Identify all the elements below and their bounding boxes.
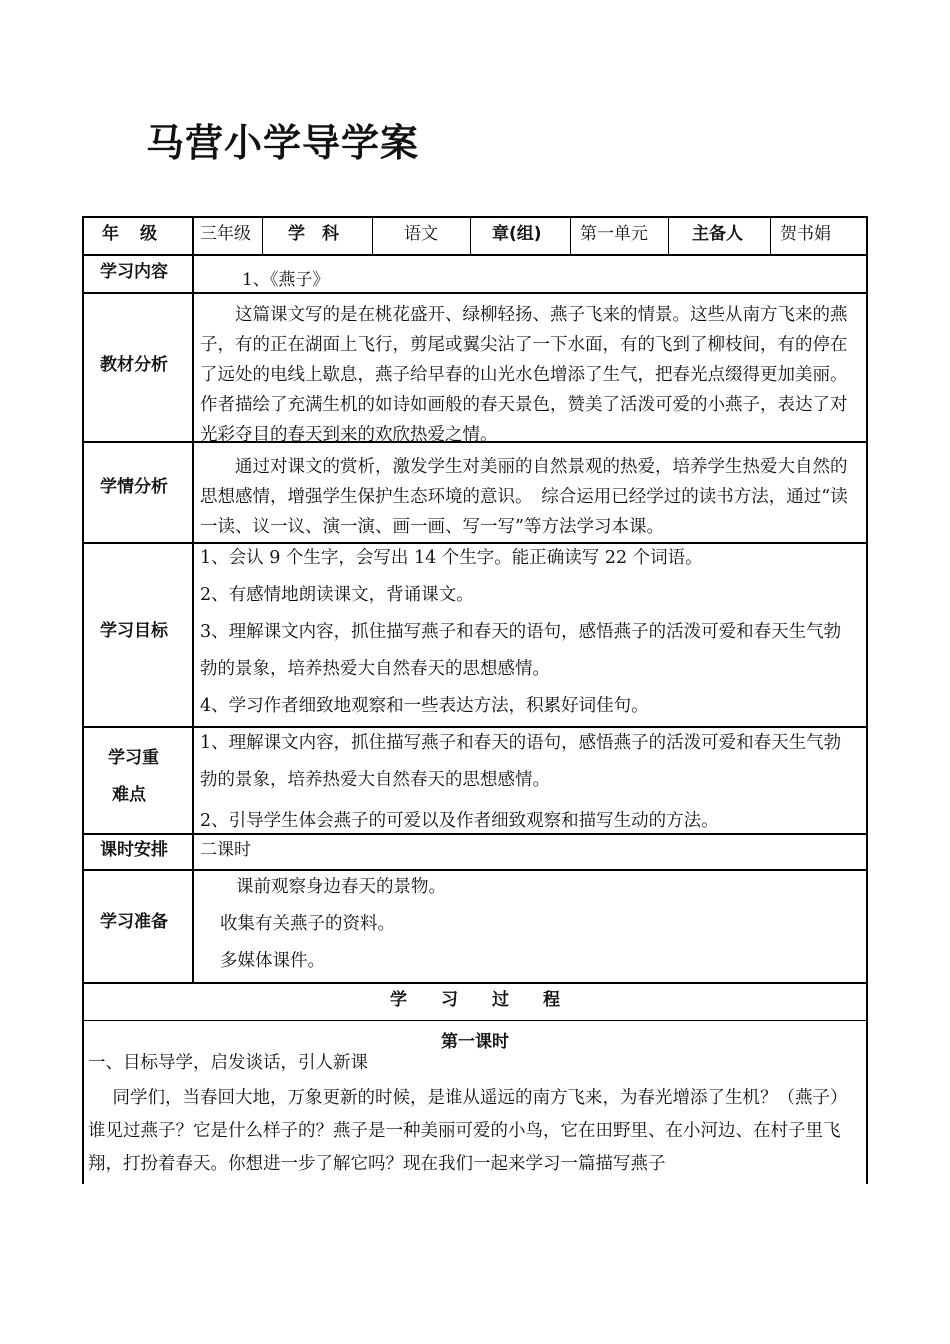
prep-item: 收集有关燕子的资料。 xyxy=(220,914,395,934)
textbook-label: 教材分析 xyxy=(100,355,168,375)
row-divider xyxy=(82,292,868,294)
row-divider xyxy=(82,1020,868,1021)
goals-list xyxy=(200,540,856,725)
goal-item: 4、学习作者细致地观察和一些表达方法，积累好词佳句。 xyxy=(200,696,649,716)
prep-item: 课前观察身边春天的景物。 xyxy=(236,877,446,897)
content-label: 学习内容 xyxy=(100,262,168,282)
chapter-value: 第一单元 xyxy=(580,224,648,244)
textbook-analysis: 这篇课文写的是在桃花盛开、绿柳轻扬、燕子飞来的情景。这些从南方飞来的燕子，有的正在湖面上飞行，剪尾或翼尖沾了一下水面，有的飞到了柳枝间，有的停在了远处的电线上歇息，燕子给早春的山光水色增添了生气，把春光点缀得更加美丽。作者描绘了充满生机的如诗如画般的春天景色，赞美了活泼可爱的小燕子，表达了对光彩夺目的春天到来的欢欣热爱之情。 xyxy=(200,305,848,445)
process-heading: 学 习 过 程 xyxy=(390,990,560,1010)
prep-item: 多媒体课件。 xyxy=(220,951,325,971)
goal-item: 3、理解课文内容，抓住描写燕子和春天的语句，感悟燕子的活泼可爱和春天生气勃勃的景象，培养热爱大自然春天的思想感情。 xyxy=(200,622,842,679)
keypoints-label-line2: 难点 xyxy=(112,785,146,805)
section-heading: 一、目标导学，启发谈话，引人新课 xyxy=(88,1053,368,1073)
page-title: 马营小学导学案 xyxy=(146,121,420,165)
prep-list xyxy=(200,869,856,980)
goal-item: 2、有感情地朗读课文，背诵课文。 xyxy=(200,585,474,605)
grade-label: 年 级 xyxy=(102,224,159,244)
preparer-label: 主备人 xyxy=(692,224,743,244)
col-divider xyxy=(372,216,373,254)
prep-label: 学习准备 xyxy=(100,912,168,932)
col-divider xyxy=(770,216,771,254)
col-divider xyxy=(262,216,263,254)
row-divider xyxy=(82,254,868,256)
keypoint-item: 1、理解课文内容，抓住描写燕子和春天的语句，感悟燕子的活泼可爱和春天生气勃勃的景象，培养热爱大自然春天的思想感情。 xyxy=(200,733,842,790)
col-divider xyxy=(470,216,471,254)
col-divider xyxy=(668,216,669,254)
preparer-value: 贺书娟 xyxy=(780,224,831,244)
content-value: 1、《燕子》 xyxy=(242,270,330,290)
schedule-value: 二课时 xyxy=(200,840,251,860)
goal-item: 1、会认 9 个生字，会写出 14 个生字。能正确读写 22 个词语。 xyxy=(200,548,703,568)
students-analysis: 通过对课文的赏析，激发学生对美丽的自然景观的热爱，培养学生热爱大自然的思想感情，增强学生保护生态环境的意识。 综合运用已经学过的读书方法，通过“读一读、议一议、演一演、画一画、写一写”等方法学习本课。 xyxy=(200,457,848,537)
goals-label: 学习目标 xyxy=(100,621,168,641)
table-border-top xyxy=(82,216,868,218)
label-column-divider xyxy=(192,216,194,982)
col-divider xyxy=(570,216,571,254)
chapter-label: 章(组) xyxy=(492,224,542,244)
grade-value: 三年级 xyxy=(200,224,251,244)
schedule-label: 课时安排 xyxy=(100,840,168,860)
row-divider xyxy=(82,982,868,984)
keypoints-label-line1: 学习重 xyxy=(108,748,159,768)
lesson-title: 第一课时 xyxy=(441,1032,509,1052)
keypoints-list xyxy=(200,725,856,840)
subject-label: 学 科 xyxy=(288,224,339,244)
process-body: 同学们，当春回大地，万象更新的时候，是谁从遥远的南方飞来，为春光增添了生机？（燕子）谁见过燕子？它是什么样子的？燕子是一种美丽可爱的小鸟，它在田野里、在小河边、在村子里飞翔，打扮着春天。你想进一步了解它吗？现在我们一起来学习一篇描写燕子 xyxy=(88,1088,848,1174)
students-label: 学情分析 xyxy=(100,477,168,497)
keypoint-item: 2、引导学生体会燕子的可爱以及作者细致观察和描写生动的方法。 xyxy=(200,811,719,831)
subject-value: 语文 xyxy=(404,224,438,244)
